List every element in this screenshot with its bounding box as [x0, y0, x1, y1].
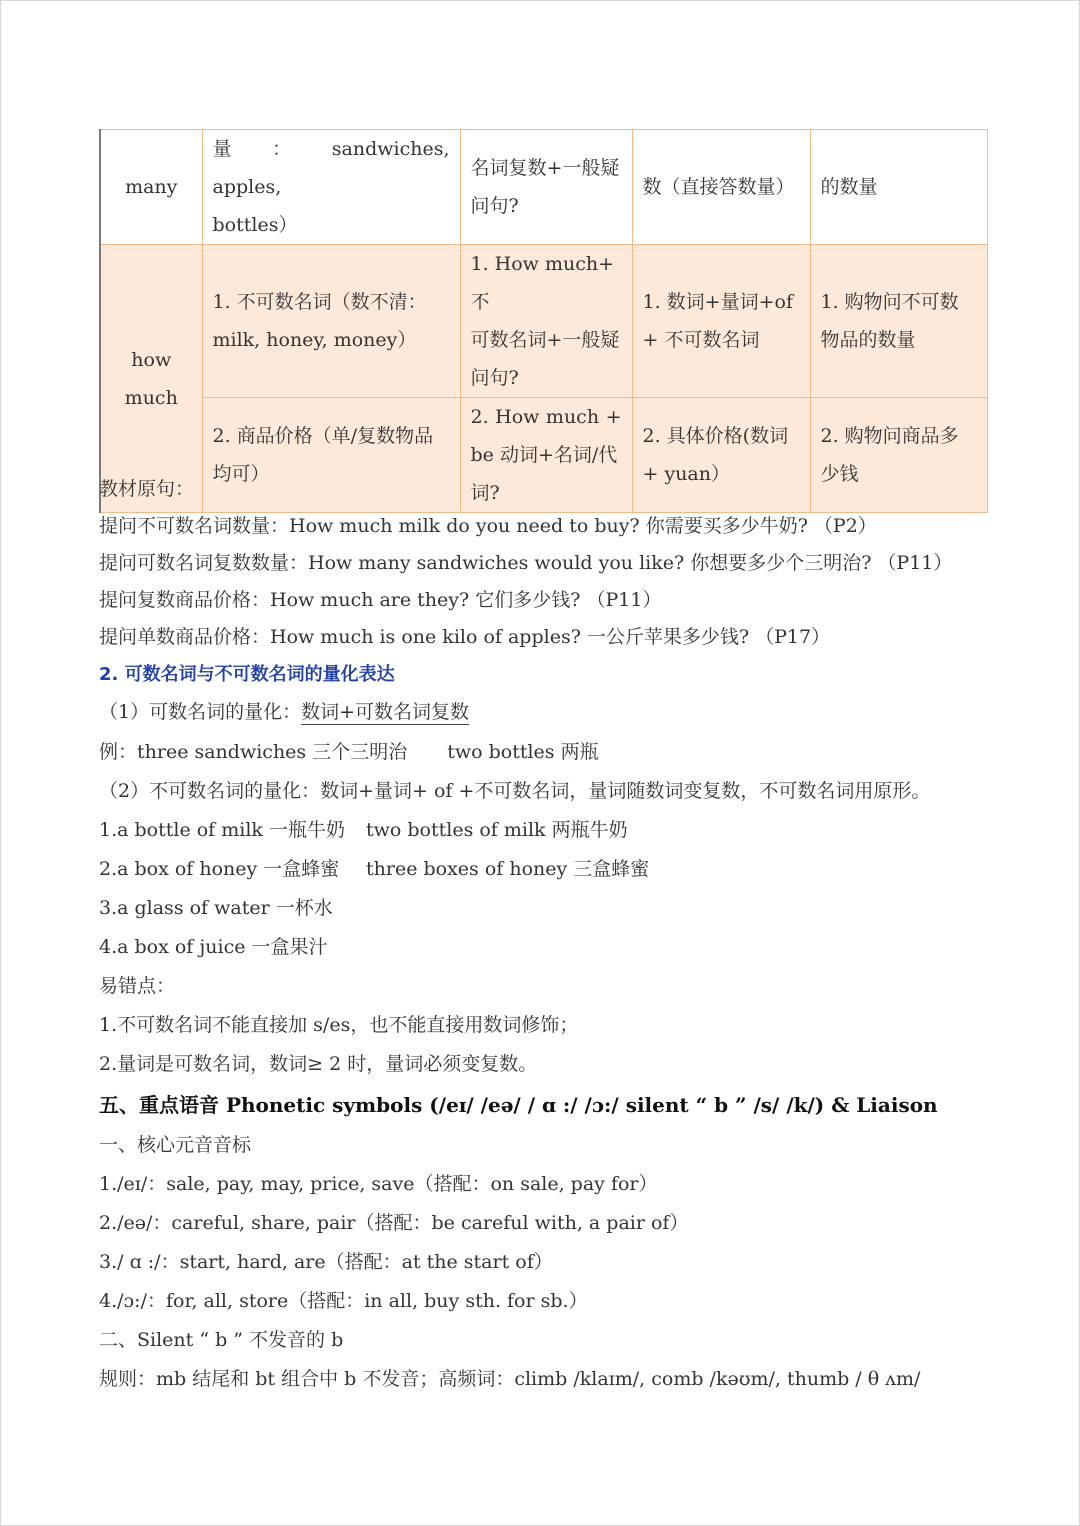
scene-line: 的数量	[820, 176, 878, 198]
pitfall-item: 1.不可数名词不能直接加 s/es，也不能直接用数词修饰；	[99, 1014, 579, 1036]
example-left: 4.a box of juice 一盒果汁	[99, 936, 328, 958]
question-cell	[460, 245, 632, 398]
pitfall-item: 2.量词是可数名词，数词≥ 2 时，量词必须变复数。	[99, 1053, 538, 1075]
section-heading: 五、重点语音 Phonetic symbols (/eɪ/ /eə/ / ɑ :/ /ɔ:/ silent “ b ” /s/ /k/) & Liaison	[99, 1093, 938, 1117]
scene-cell	[810, 130, 987, 245]
example-row	[99, 932, 328, 959]
uncountable-rule: （2）不可数名词的量化：数词+量词+ of +不可数名词，量词随数词变复数，不可数名词用原形。	[99, 780, 931, 802]
scene-cell	[810, 398, 987, 513]
vowel-item: 3./ ɑ :/：start, hard, are（搭配：at the start of）	[99, 1251, 553, 1273]
example-left: 1.a bottle of milk 一瓶牛奶	[99, 819, 345, 841]
word-cell	[100, 245, 202, 513]
example-row	[99, 854, 649, 881]
question-cell	[460, 398, 632, 513]
vowel-item: 2./eə/：careful, share, pair（搭配：be careful with, a pair of）	[99, 1212, 689, 1234]
usage-cell	[202, 245, 460, 398]
table-row	[100, 245, 987, 398]
answer-line: 2. 具体价格(数词	[642, 425, 789, 447]
table-row	[100, 130, 987, 245]
vowel-item: 4./ɔ:/：for, all, store（搭配：in all, buy sth. for sb.）	[99, 1290, 588, 1312]
question-cell	[460, 130, 632, 245]
example-row	[99, 893, 333, 920]
example-line	[99, 737, 599, 764]
question-line: 2. How much +	[470, 406, 622, 428]
section-heading: 2. 可数名词与不可数名词的量化表达	[99, 664, 395, 685]
usage-cell	[202, 130, 460, 245]
usage-line: 1. 不可数名词（数不清：	[212, 291, 427, 313]
example-second: two bottles 两瓶	[447, 741, 599, 763]
usage-cell	[202, 398, 460, 513]
scene-line: 少钱	[820, 463, 859, 485]
quantity-question-table	[99, 129, 988, 513]
word-how: how	[131, 348, 172, 371]
vowel-item: 1./eɪ/：sale, pay, may, price, save（搭配：on sale, pay for）	[99, 1173, 658, 1195]
countable-rule-line	[99, 697, 469, 724]
usage-line: 2. 商品价格（单/复数物品	[212, 425, 434, 447]
table-row	[100, 398, 987, 513]
question-line: be 动词+名词/代	[470, 444, 618, 466]
textbook-sentence: 提问单数商品价格：How much is one kilo of apples? 一公斤苹果多少钱? （P17）	[99, 626, 831, 648]
question-line: 可数名词+一般疑	[470, 329, 620, 351]
countable-label: （1）可数名词的量化：	[99, 701, 302, 723]
word-cell	[100, 130, 202, 245]
silent-b-rule: 规则：mb 结尾和 bt 组合中 b 不发音；高频词：climb /klaɪm/, comb /kəʊm/, thumb / θ ʌm/	[99, 1368, 921, 1390]
example-left: 3.a glass of water 一杯水	[99, 897, 333, 919]
example-left: 2.a box of honey 一盒蜂蜜	[99, 858, 340, 880]
subsection-title: 二、Silent “ b ” 不发音的 b	[99, 1329, 344, 1351]
answer-line: 数（直接答数量）	[642, 176, 795, 198]
answer-cell	[632, 398, 810, 513]
answer-line: + yuan）	[642, 463, 730, 485]
subsection-title: 一、核心元音音标	[99, 1134, 252, 1156]
word-many: many	[125, 176, 178, 198]
answer-line: + 不可数名词	[642, 329, 760, 351]
textbook-sentence: 提问复数商品价格：How much are they? 它们多少钱? （P11）	[99, 589, 662, 611]
scene-line: 物品的数量	[820, 329, 916, 351]
example-right: two bottles of milk 两瓶牛奶	[366, 819, 628, 841]
answer-line: 1. 数词+量词+of	[642, 291, 793, 313]
usage-line: 量 ： sandwiches, apples,	[212, 138, 450, 198]
countable-rule: 数词+可数名词复数	[301, 701, 470, 723]
word-much: much	[124, 386, 178, 409]
textbook-title: 教材原句：	[99, 478, 195, 500]
usage-line: bottles）	[212, 214, 298, 236]
scene-line: 1. 购物问不可数	[820, 291, 959, 313]
question-line: 问句?	[470, 367, 519, 389]
pitfalls-title: 易错点：	[99, 975, 176, 997]
scene-line: 2. 购物问商品多	[820, 425, 959, 447]
scene-cell	[810, 245, 987, 398]
question-line: 词?	[470, 482, 500, 504]
answer-cell	[632, 130, 810, 245]
example-right: three boxes of honey 三盒蜂蜜	[366, 858, 650, 880]
example-label: 例：three sandwiches 三个三明治	[99, 741, 408, 763]
question-line: 问句?	[470, 195, 519, 217]
usage-line: milk, honey, money）	[212, 329, 417, 351]
usage-line: 均可）	[212, 463, 270, 485]
textbook-sentence: 提问可数名词复数数量：How many sandwiches would you like? 你想要多少个三明治? （P11）	[99, 552, 953, 574]
textbook-sentence: 提问不可数名词数量：How much milk do you need to buy? 你需要买多少牛奶? （P2）	[99, 515, 877, 537]
question-line: 1. How much+ 不	[470, 253, 615, 313]
example-row	[99, 815, 628, 842]
answer-cell	[632, 245, 810, 398]
question-line: 名词复数+一般疑	[470, 157, 620, 179]
